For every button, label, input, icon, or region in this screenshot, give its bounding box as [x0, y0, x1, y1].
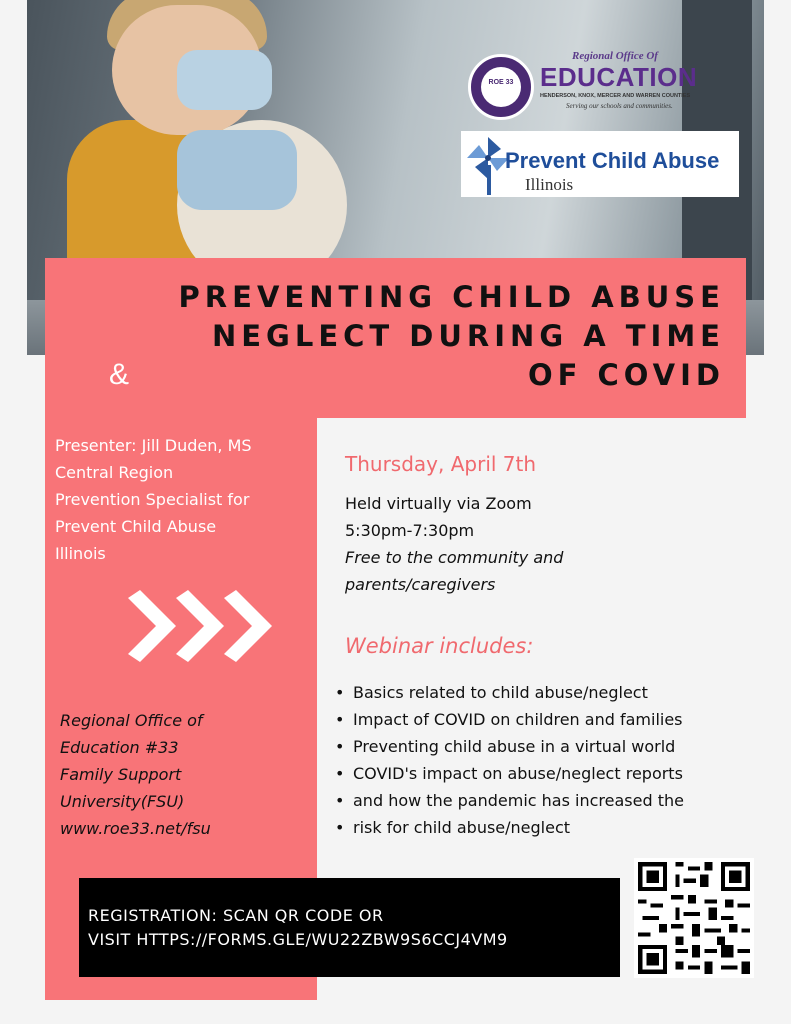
roe-name: EDUCATION [540, 62, 698, 92]
registration-link[interactable]: VISIT HTTPS://FORMS.GLE/WU22ZBW9S6CCJ4VM9 [88, 930, 508, 949]
title-line-1: PREVENTING CHILD ABUSE [178, 280, 725, 314]
event-time: 5:30pm-7:30pm [345, 521, 475, 540]
chevron-right-icon [128, 590, 273, 662]
pca-state: Illinois [525, 175, 574, 194]
roe-fsu-link[interactable]: www.roe33.net/fsu [60, 819, 211, 838]
roe-logo [468, 46, 698, 116]
page-title [85, 278, 725, 395]
registration-text: REGISTRATION: SCAN QR CODE OR VISIT HTTPS://FORMS.GLE/WU22ZBW9S6CCJ4VM9 [88, 904, 618, 952]
roe-tagline: Serving our schools and communities. [566, 102, 673, 110]
qr-code[interactable] [634, 858, 754, 978]
event-cost-line-1: Free to the community and [345, 548, 564, 567]
roe-fsu-info: Regional Office of Education #33 Family Support University(FSU) www.roe33.net/fsu [60, 707, 315, 842]
list-item-continuation: • risk for child abuse/neglect [333, 814, 783, 841]
list-item: • Preventing child abuse in a virtual world [333, 733, 783, 760]
roe-counties: HENDERSON, KNOX, MERCER AND WARREN COUNTIES [540, 93, 691, 99]
event-venue: Held virtually via Zoom [345, 494, 532, 513]
roe-seal-icon: ROE 33 [468, 54, 534, 120]
event-date: Thursday, April 7th [345, 452, 537, 476]
list-item: • Impact of COVID on children and families [333, 706, 783, 733]
event-cost-line-2: parents/caregivers [345, 575, 496, 594]
list-item: • Basics related to child abuse/neglect [333, 679, 783, 706]
list-item: • COVID's impact on abuse/neglect reports [333, 760, 783, 787]
pca-name: Prevent Child Abuse [505, 148, 720, 173]
presenter-info: Presenter: Jill Duden, MS Central Region Prevention Specialist for Prevent Child Abuse Illinois [55, 436, 252, 563]
title-line-3: OF COVID [527, 358, 725, 392]
event-details [345, 490, 765, 598]
ampersand: & [109, 358, 130, 391]
webinar-list [333, 679, 783, 841]
roe-script-text: Regional Office Of [572, 50, 658, 62]
list-item-continuation: • and how the pandemic has increased the [333, 787, 783, 814]
webinar-heading: Webinar includes: [345, 634, 534, 658]
pca-logo [461, 131, 739, 197]
title-line-2: NEGLECT DURING A TIME [211, 319, 725, 353]
